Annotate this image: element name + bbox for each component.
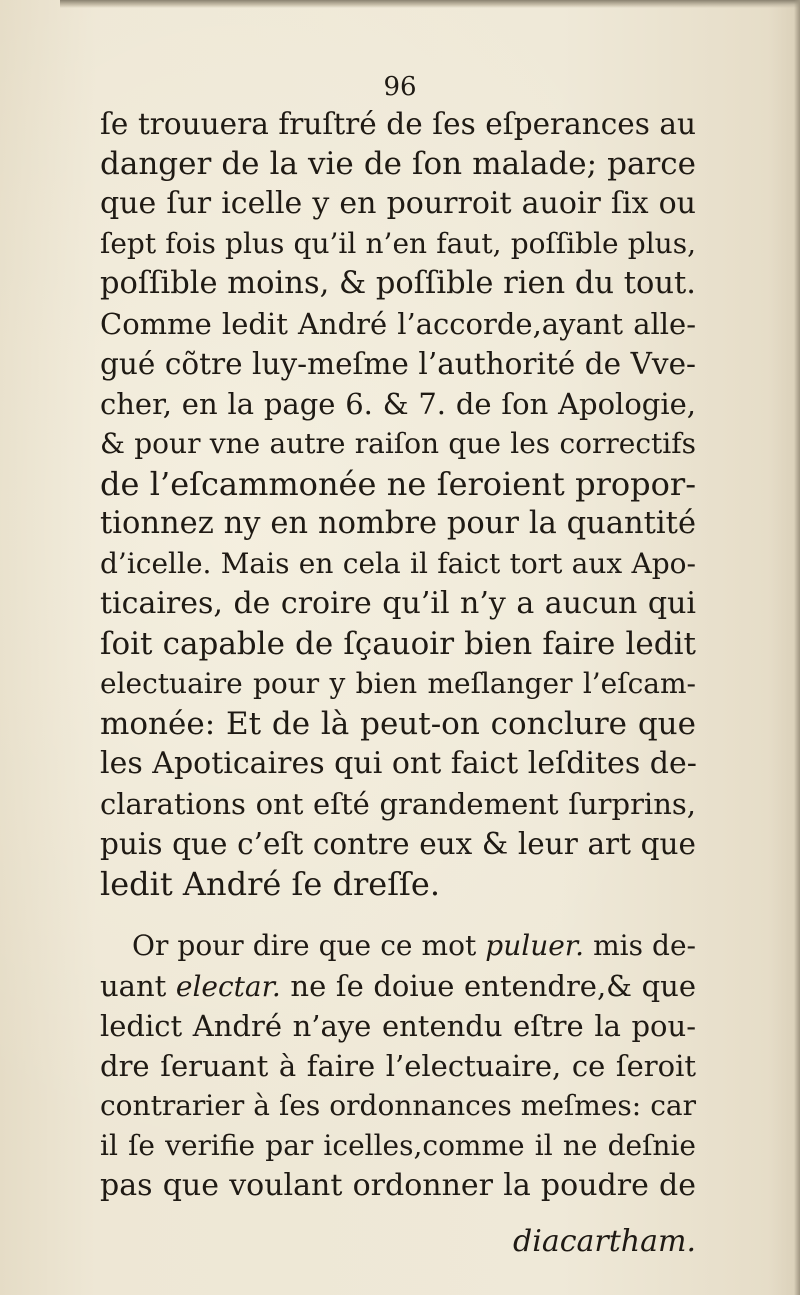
text-line: que ſur icelle y en pourroit auoir ſix ou: [100, 186, 696, 221]
text-line: de l’eſcammonée ne ſeroient propor-: [100, 465, 696, 503]
page-top-edge: [60, 0, 800, 8]
text-line: ledit André ſe dreſſe.: [100, 865, 440, 903]
text-run: ne ſe doiue entendre,& que: [280, 969, 696, 1003]
text-line: contrarier à ſes ordonnances meſmes: car: [100, 1089, 696, 1122]
catchword: diacartham.: [513, 1224, 696, 1259]
text-line: dre ſeruant à faire l’electuaire, ce ſeroit: [100, 1049, 696, 1083]
text-line: & pour vne autre raiſon que les correctifs: [100, 427, 696, 460]
text-line: ſept fois plus qu’il n’en faut, poſſible plus,: [100, 227, 696, 260]
text-line: [132, 926, 696, 966]
italic-term: puluer.: [485, 929, 585, 962]
text-line: monée: Et de là peut-on conclure que: [100, 706, 696, 742]
page-right-edge: [794, 0, 800, 1295]
text-line: ticaires, de croire qu’il n’y a aucun qui: [100, 586, 696, 621]
text-line: il ſe verifie par icelles,comme il ne deſnie: [100, 1129, 696, 1162]
text-line: les Apoticaires qui ont faict leſdites de-: [100, 746, 697, 781]
text-line: cher, en la page 6. & 7. de ſon Apologie,: [100, 387, 696, 421]
text-run: Or pour dire que ce mot: [132, 929, 486, 962]
text-line: tionnez ny en nombre pour la quantité: [100, 506, 696, 541]
text-line: ledict André n’aye entendu eſtre la pou-: [100, 1009, 696, 1043]
text-line: electuaire pour y bien meſlanger l’eſcam-: [100, 667, 696, 700]
text-line: ſoit capable de ſçauoir bien faire ledit: [100, 626, 696, 662]
text-run: uant: [100, 969, 176, 1003]
text-line: danger de la vie de ſon malade; parce: [100, 146, 696, 182]
text-line: ſe trouuera fruſtré de ſes eſperances au: [100, 107, 696, 141]
text-line: poſſible moins, & poſſible rien du tout.: [100, 266, 696, 301]
text-line: puis que c’eſt contre eux & leur art que: [100, 827, 696, 861]
italic-term: electar.: [175, 970, 281, 1003]
text-run: mis de-: [584, 929, 696, 962]
text-line: clarations ont eſté grandement ſurprins,: [100, 787, 696, 821]
text-line: pas que voulant ordonner la poudre de: [100, 1168, 696, 1203]
text-line: Comme ledit André l’accorde,ayant alle-: [100, 307, 696, 341]
text-line: d’icelle. Mais en cela il faict tort aux Apo-: [100, 547, 696, 580]
page-number: 96: [383, 72, 417, 102]
text-line: gué cõtre luy-meſme l’authorité de Vve-: [100, 347, 696, 381]
text-line: [100, 966, 696, 1007]
